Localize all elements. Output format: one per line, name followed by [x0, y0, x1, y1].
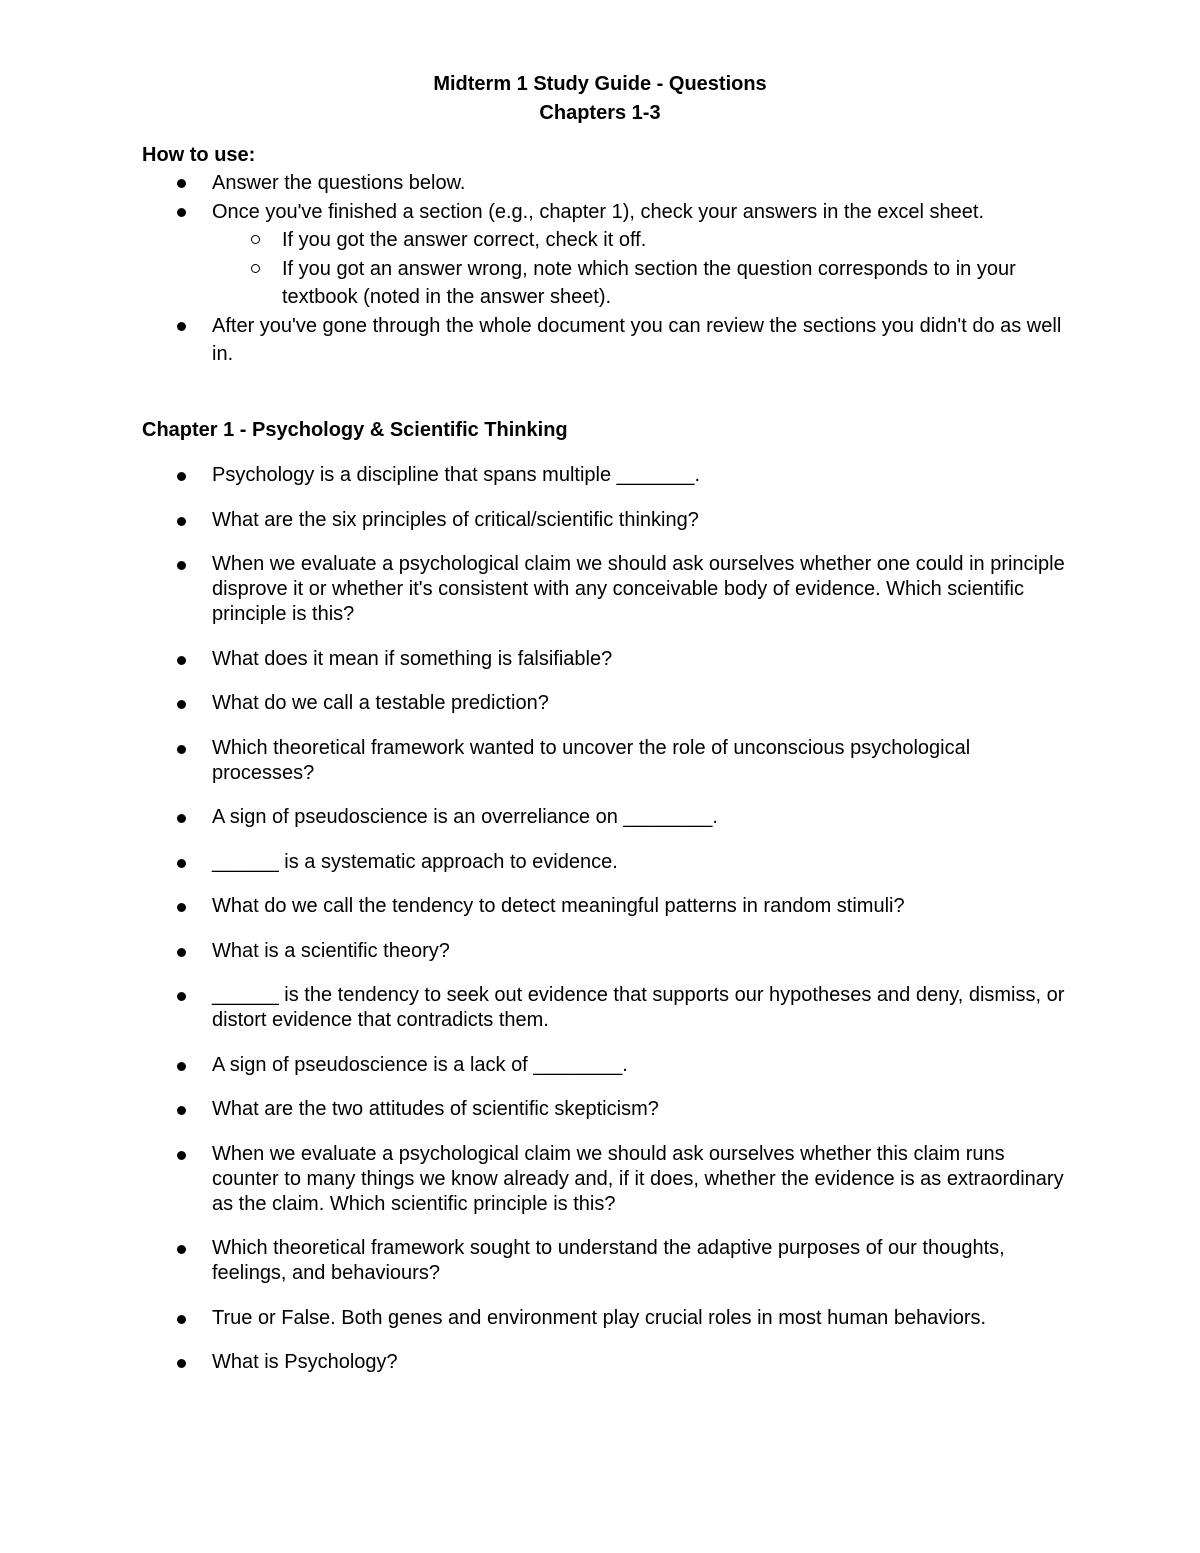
question-item: [142, 736, 1072, 786]
question-item: [142, 850, 1072, 875]
question-item: [142, 1236, 1072, 1286]
chapter-1-heading: Chapter 1 - Psychology & Scientific Thinking: [142, 419, 568, 441]
bullet-icon: [177, 517, 186, 526]
how-to-item: [142, 169, 1072, 198]
question-text: ______ is the tendency to seek out evidence that supports our hypotheses and deny, dismiss, or distort evidence that contradicts them.: [212, 984, 1065, 1031]
question-text: True or False. Both genes and environment play crucial roles in most human behaviors.: [212, 1306, 987, 1329]
question-text: What are the two attitudes of scientific skepticism?: [212, 1098, 659, 1120]
bullet-icon: [177, 1245, 186, 1254]
question-item: [142, 1097, 1072, 1122]
bullet-icon: [177, 1062, 186, 1071]
question-item: [142, 1306, 1072, 1331]
question-item: [142, 552, 1072, 627]
how-to-item: [142, 198, 1072, 312]
question-text: What are the six principles of critical/scientific thinking?: [212, 508, 699, 531]
question-item: [142, 1350, 1072, 1375]
chapter-1-question-list: [142, 463, 1072, 1395]
how-to-item: [142, 312, 1072, 369]
bullet-icon: [177, 322, 186, 331]
how-to-item-text: Once you've finished a section (e.g., chapter 1), check your answers in the excel sheet.: [212, 200, 985, 223]
bullet-icon: [177, 208, 186, 217]
bullet-icon: [177, 992, 186, 1001]
question-item: [142, 1142, 1072, 1217]
bullet-icon: [177, 1106, 186, 1115]
question-text: ______ is a systematic approach to evidence.: [212, 850, 618, 873]
bullet-icon: [177, 179, 186, 188]
document-title: Midterm 1 Study Guide - Questions: [433, 73, 767, 95]
question-item: [142, 647, 1072, 672]
bullet-icon: [177, 656, 186, 665]
bullet-icon: [177, 1359, 186, 1368]
how-to-sub-list: [212, 226, 1072, 312]
bullet-icon: [177, 561, 186, 570]
question-item: [142, 983, 1072, 1033]
question-text: A sign of pseudoscience is an overreliance on ________.: [212, 806, 718, 828]
bullet-icon: [177, 1315, 186, 1324]
bullet-icon: [177, 745, 186, 754]
how-to-sub-item-text: If you got an answer wrong, note which section the question corresponds to in your textbook (noted in the answer sheet).: [282, 257, 1016, 308]
question-text: When we evaluate a psychological claim we should ask ourselves whether this claim runs counter to many things we know already and, if it does, whether the evidence is as extraordinary as the claim. Which scientific principle is this?: [212, 1142, 1064, 1215]
question-item: [142, 894, 1072, 919]
question-item: [142, 1053, 1072, 1078]
how-to-item-text: After you've gone through the whole document you can review the sections you didn't do as well in.: [212, 314, 1062, 365]
hollow-bullet-icon: [251, 235, 260, 244]
bullet-icon: [177, 814, 186, 823]
question-item: [142, 691, 1072, 716]
question-text: What do we call a testable prediction?: [212, 692, 549, 714]
hollow-bullet-icon: [251, 264, 260, 273]
how-to-sub-item: [212, 255, 1072, 312]
question-item: [142, 508, 1072, 533]
question-item: [142, 939, 1072, 964]
bullet-icon: [177, 859, 186, 868]
question-text: Which theoretical framework sought to understand the adaptive purposes of our thoughts, feelings, and behaviours?: [212, 1237, 1005, 1284]
how-to-list: [142, 169, 1072, 369]
question-text: Psychology is a discipline that spans multiple _______.: [212, 464, 701, 486]
how-to-sub-item-text: If you got the answer correct, check it off.: [282, 229, 647, 251]
question-text: Which theoretical framework wanted to uncover the role of unconscious psychological processes?: [212, 736, 971, 784]
question-item: [142, 805, 1072, 830]
document-subtitle: Chapters 1-3: [539, 102, 661, 124]
question-text: A sign of pseudoscience is a lack of ________.: [212, 1053, 628, 1076]
question-text: What is a scientific theory?: [212, 939, 450, 962]
bullet-icon: [177, 472, 186, 481]
bullet-icon: [177, 948, 186, 957]
bullet-icon: [177, 1151, 186, 1160]
question-text: What is Psychology?: [212, 1351, 398, 1373]
question-text: What does it mean if something is falsifiable?: [212, 647, 613, 670]
bullet-icon: [177, 903, 186, 912]
how-to-heading: How to use:: [142, 144, 256, 166]
question-text: What do we call the tendency to detect meaningful patterns in random stimuli?: [212, 895, 905, 917]
question-text: When we evaluate a psychological claim we should ask ourselves whether one could in principle disprove it or whether it's consistent with any conceivable body of evidence. Which scientific principle is this?: [212, 553, 1065, 625]
how-to-sub-item: [212, 226, 1072, 255]
bullet-icon: [177, 700, 186, 709]
how-to-item-text: Answer the questions below.: [212, 172, 466, 194]
question-item: [142, 463, 1072, 488]
